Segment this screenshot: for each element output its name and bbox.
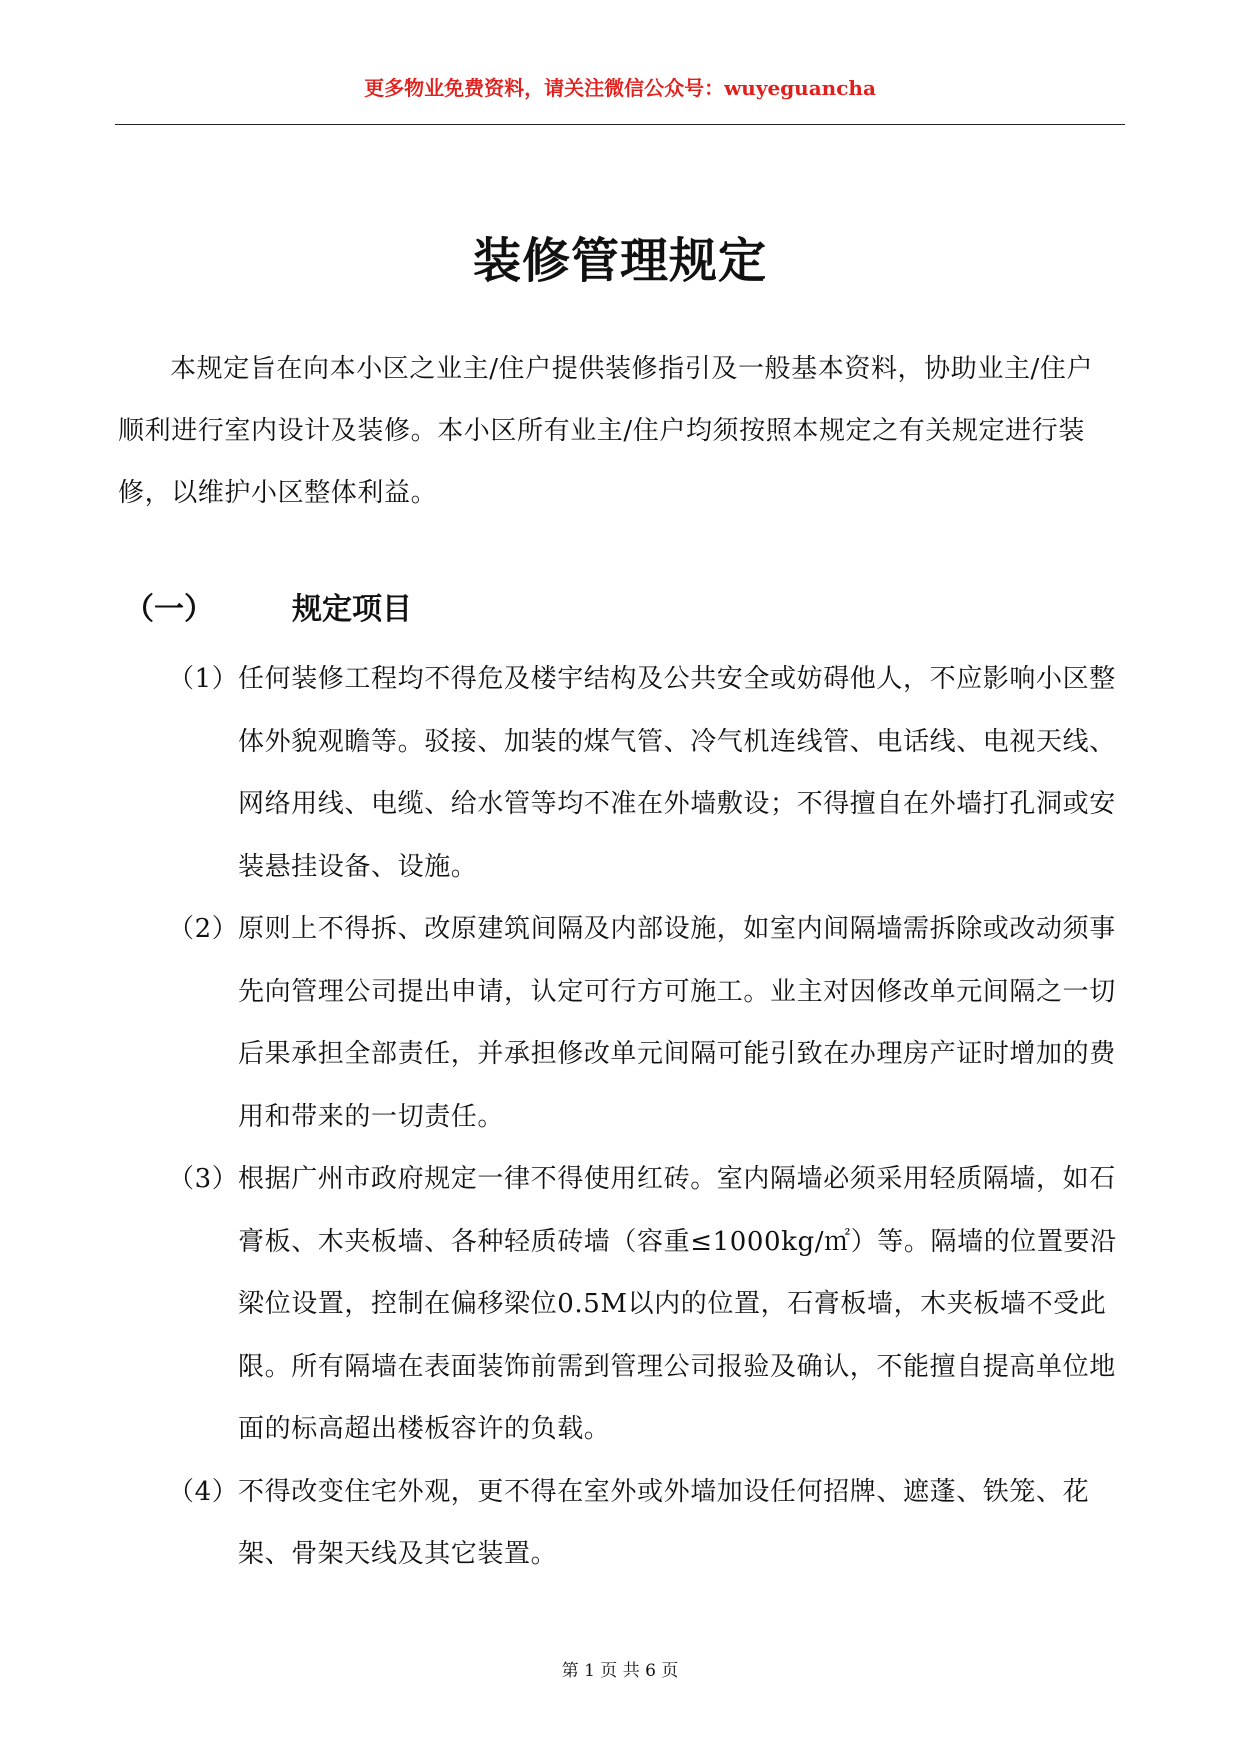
page-footer: 第 1 页 共 6 页	[561, 1661, 679, 1681]
header-divider	[115, 124, 1125, 125]
section-heading	[124, 588, 412, 632]
rule-text: 根据广州市政府规定一律不得使用红砖。室内隔墙必须采用轻质隔墙，如石膏板、木夹板墙、各种轻质砖墙（容重≤1000kg/㎡）等。隔墙的位置要沿梁位设置，控制在偏移梁位0.5M以内的位置，石膏板墙，木夹板墙不受此限。所有隔墙在表面装饰前需到管理公司报验及确认，不能擅自提高单位地面的标高超出楼板容许的负载。	[238, 1164, 1117, 1444]
header-banner: 更多物业免费资料，请关注微信公众号：wuyeguancha	[364, 76, 876, 100]
rule-marker: （1）	[168, 664, 239, 694]
rule-item	[168, 648, 1128, 898]
rule-marker: （2）	[168, 914, 239, 944]
rules-list	[168, 648, 1128, 1586]
rule-marker: （3）	[168, 1164, 239, 1194]
rule-text: 任何装修工程均不得危及楼宇结构及公共安全或妨碍他人，不应影响小区整体外貌观瞻等。驳接、加装的煤气管、冷气机连线管、电话线、电视天线、网络用线、电缆、给水管等均不准在外墙敷设；不得擅自在外墙打孔洞或安装悬挂设备、设施。	[238, 664, 1116, 882]
rule-item	[168, 1461, 1128, 1586]
document-title: 装修管理规定	[472, 233, 767, 289]
rule-text: 不得改变住宅外观，更不得在室外或外墙加设任何招牌、遮蓬、铁笼、花架、骨架天线及其它装置。	[238, 1476, 1090, 1569]
intro-paragraph: 本规定旨在向本小区之业主/住户提供装修指引及一般基本资料，协助业主/住户顺利进行室内设计及装修。本小区所有业主/住户均须按照本规定之有关规定进行装修，以维护小区整体利益。	[118, 354, 1094, 508]
section-number: （一）	[124, 592, 214, 627]
rule-item	[168, 898, 1128, 1148]
rule-marker: （4）	[168, 1476, 239, 1507]
section-title: 规定项目	[292, 592, 412, 627]
rule-item	[168, 1148, 1128, 1461]
rule-text: 原则上不得拆、改原建筑间隔及内部设施，如室内间隔墙需拆除或改动须事先向管理公司提出申请，认定可行方可施工。业主对因修改单元间隔之一切后果承担全部责任，并承担修改单元间隔可能引致在办理房产证时增加的费用和带来的一切责任。	[238, 914, 1116, 1132]
